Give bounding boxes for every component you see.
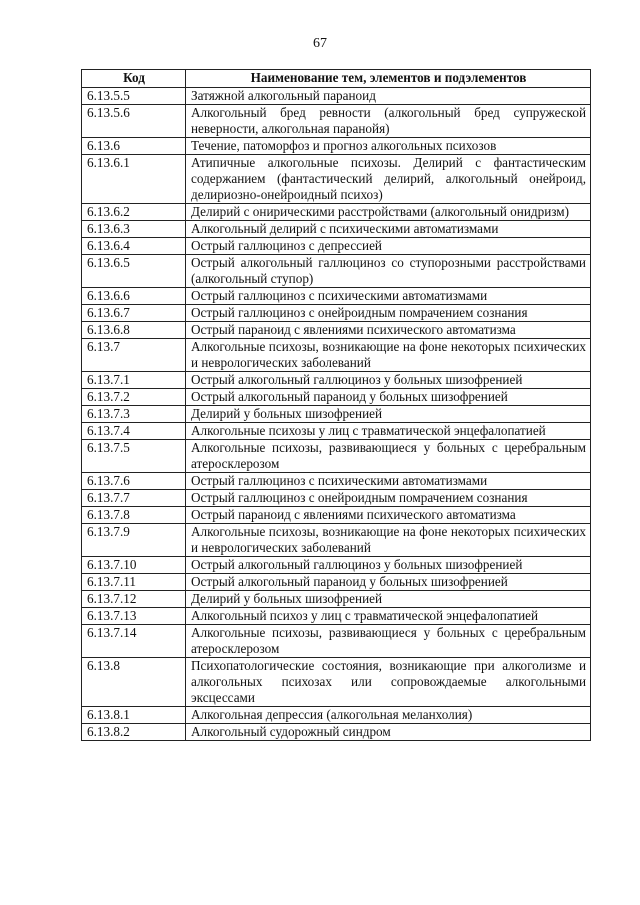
- row-name: Алкогольная депрессия (алкогольная меланхолия): [186, 707, 591, 724]
- row-code: 6.13.7.13: [82, 608, 186, 625]
- row-code: 6.13.8.2: [82, 724, 186, 741]
- row-code: 6.13.6.1: [82, 155, 186, 204]
- row-code: 6.13.7: [82, 339, 186, 372]
- row-code: 6.13.7.6: [82, 473, 186, 490]
- table-row: [82, 507, 591, 524]
- row-code: 6.13.5.6: [82, 105, 186, 138]
- row-name: Острый галлюциноз с депрессией: [186, 238, 591, 255]
- table-row: [82, 557, 591, 574]
- table-row: [82, 238, 591, 255]
- row-code: 6.13.7.9: [82, 524, 186, 557]
- table-row: [82, 707, 591, 724]
- row-name: Острый параноид с явлениями психического автоматизма: [186, 507, 591, 524]
- row-code: 6.13.6.7: [82, 305, 186, 322]
- table-row: [82, 138, 591, 155]
- table-row: [82, 440, 591, 473]
- row-code: 6.13.6.4: [82, 238, 186, 255]
- row-code: 6.13.7.4: [82, 423, 186, 440]
- table-row: [82, 288, 591, 305]
- row-name: Алкогольный судорожный синдром: [186, 724, 591, 741]
- table-row: [82, 473, 591, 490]
- row-name: Затяжной алкогольный параноид: [186, 88, 591, 105]
- table-row: [82, 423, 591, 440]
- table-row: [82, 88, 591, 105]
- row-name: Психопатологические состояния, возникающие при алкоголизме и алкогольных психозах или сопровождаемые алкогольными эксцессами: [186, 658, 591, 707]
- row-name: Острый галлюциноз с онейроидным помрачением сознания: [186, 305, 591, 322]
- row-code: 6.13.6.3: [82, 221, 186, 238]
- table-header-row: [82, 70, 591, 88]
- row-code: 6.13.6: [82, 138, 186, 155]
- row-name: Острый параноид с явлениями психического автоматизма: [186, 322, 591, 339]
- row-name: Острый галлюциноз с психическими автоматизмами: [186, 473, 591, 490]
- row-name: Алкогольные психозы, возникающие на фоне некоторых психических и неврологических заболеваний: [186, 524, 591, 557]
- table-row: [82, 221, 591, 238]
- table-row: [82, 406, 591, 423]
- row-name: Острый алкогольный галлюциноз у больных шизофренией: [186, 557, 591, 574]
- column-header-name: Наименование тем, элементов и подэлементов: [186, 70, 591, 88]
- row-name: Делирий с онирическими расстройствами (алкогольный онидризм): [186, 204, 591, 221]
- row-code: 6.13.8.1: [82, 707, 186, 724]
- row-name: Острый алкогольный галлюциноз со ступорозными расстройствами (алкогольный ступор): [186, 255, 591, 288]
- row-name: Алкогольные психозы, развивающиеся у больных с церебральным атеросклерозом: [186, 625, 591, 658]
- row-name: Делирий у больных шизофренией: [186, 591, 591, 608]
- topics-table: [81, 69, 591, 741]
- row-code: 6.13.7.2: [82, 389, 186, 406]
- table-row: [82, 339, 591, 372]
- table-row: [82, 658, 591, 707]
- table-row: [82, 204, 591, 221]
- row-code: 6.13.7.7: [82, 490, 186, 507]
- table-row: [82, 724, 591, 741]
- row-code: 6.13.7.11: [82, 574, 186, 591]
- row-code: 6.13.7.14: [82, 625, 186, 658]
- row-name: Острый галлюциноз с психическими автоматизмами: [186, 288, 591, 305]
- row-code: 6.13.5.5: [82, 88, 186, 105]
- page-number: 67: [313, 36, 327, 51]
- table-row: [82, 322, 591, 339]
- row-code: 6.13.7.3: [82, 406, 186, 423]
- row-code: 6.13.6.5: [82, 255, 186, 288]
- row-name: Атипичные алкогольные психозы. Делирий с фантастическим содержанием (фантастический делирий, алкогольный онейроид, делириозно-онейроидный психоз): [186, 155, 591, 204]
- table-row: [82, 305, 591, 322]
- table-row: [82, 625, 591, 658]
- row-code: 6.13.8: [82, 658, 186, 707]
- row-name: Алкогольный психоз у лиц с травматической энцефалопатией: [186, 608, 591, 625]
- row-name: Течение, патоморфоз и прогноз алкогольных психозов: [186, 138, 591, 155]
- table-row: [82, 105, 591, 138]
- row-code: 6.13.7.1: [82, 372, 186, 389]
- row-code: 6.13.6.6: [82, 288, 186, 305]
- table-row: [82, 608, 591, 625]
- table-row: [82, 155, 591, 204]
- table-row: [82, 389, 591, 406]
- row-name: Острый алкогольный параноид у больных шизофренией: [186, 389, 591, 406]
- row-name: Алкогольные психозы, возникающие на фоне некоторых психических и неврологических заболеваний: [186, 339, 591, 372]
- row-code: 6.13.7.8: [82, 507, 186, 524]
- table-row: [82, 255, 591, 288]
- row-code: 6.13.7.10: [82, 557, 186, 574]
- row-code: 6.13.7.12: [82, 591, 186, 608]
- row-code: 6.13.7.5: [82, 440, 186, 473]
- row-name: Алкогольные психозы у лиц с травматической энцефалопатией: [186, 423, 591, 440]
- table-row: [82, 490, 591, 507]
- column-header-code: Код: [82, 70, 186, 88]
- row-name: Делирий у больных шизофренией: [186, 406, 591, 423]
- row-name: Алкогольные психозы, развивающиеся у больных с церебральным атеросклерозом: [186, 440, 591, 473]
- table-row: [82, 524, 591, 557]
- row-code: 6.13.6.2: [82, 204, 186, 221]
- row-name: Острый алкогольный параноид у больных шизофренией: [186, 574, 591, 591]
- table-row: [82, 574, 591, 591]
- table-body: [82, 88, 591, 741]
- table-row: [82, 372, 591, 389]
- row-name: Алкогольный бред ревности (алкогольный бред супружеской неверности, алкогольная паранойя): [186, 105, 591, 138]
- row-name: Острый галлюциноз с онейроидным помрачением сознания: [186, 490, 591, 507]
- row-name: Алкогольный делирий с психическими автоматизмами: [186, 221, 591, 238]
- table-row: [82, 591, 591, 608]
- row-name: Острый алкогольный галлюциноз у больных шизофренией: [186, 372, 591, 389]
- row-code: 6.13.6.8: [82, 322, 186, 339]
